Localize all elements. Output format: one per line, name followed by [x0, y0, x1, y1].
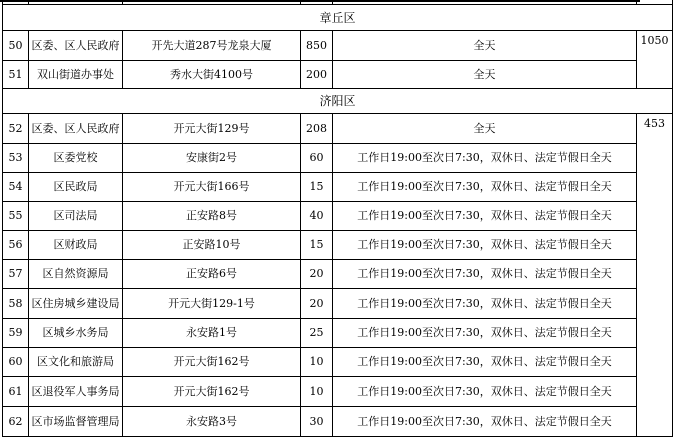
district-header-row: [3, 5, 673, 31]
table-row: [3, 231, 673, 260]
row-number: 50: [3, 31, 29, 61]
address: 开先大道287号龙泉大厦: [123, 31, 301, 61]
row-number: 55: [3, 202, 29, 231]
open-hours: 工作日19:00至次日7:30，双休日、法定节假日全天: [333, 289, 637, 319]
unit-name: 区退役军人事务局: [29, 377, 123, 407]
parking-spaces: 60: [301, 144, 333, 173]
open-hours: 工作日19:00至次日7:30，双休日、法定节假日全天: [333, 202, 637, 231]
row-number: 53: [3, 144, 29, 173]
parking-spaces: 200: [301, 61, 333, 89]
address: 永安路3号: [123, 407, 301, 437]
parking-spaces: 20: [301, 289, 333, 319]
parking-spaces: 20: [301, 260, 333, 289]
open-hours: 工作日19:00至次日7:30，双休日、法定节假日全天: [333, 407, 637, 437]
address: 开元大街162号: [123, 377, 301, 407]
parking-spaces: 10: [301, 348, 333, 377]
district-header-row: [3, 89, 673, 114]
parking-spaces: 208: [301, 114, 333, 144]
unit-name: 区财政局: [29, 231, 123, 260]
address: 秀水大街4100号: [123, 61, 301, 89]
table-row: [3, 173, 673, 202]
open-hours: 工作日19:00至次日7:30，双休日、法定节假日全天: [333, 260, 637, 289]
unit-name: 双山街道办事处: [29, 61, 123, 89]
open-hours: 全天: [333, 114, 637, 144]
table-row: [3, 61, 673, 89]
district-name: 章丘区: [3, 5, 673, 31]
unit-name: 区委、区人民政府: [29, 114, 123, 144]
open-hours: 工作日19:00至次日7:30，双休日、法定节假日全天: [333, 377, 637, 407]
open-hours: 全天: [333, 61, 637, 89]
parking-spaces: 15: [301, 231, 333, 260]
open-hours: 工作日19:00至次日7:30，双休日、法定节假日全天: [333, 144, 637, 173]
table-row: [3, 31, 673, 61]
row-number: 52: [3, 114, 29, 144]
table-row: [3, 289, 673, 319]
table-row: [3, 348, 673, 377]
row-number: 59: [3, 319, 29, 348]
unit-name: 区文化和旅游局: [29, 348, 123, 377]
table-row: [3, 319, 673, 348]
unit-name: 区城乡水务局: [29, 319, 123, 348]
address: 开元大街162号: [123, 348, 301, 377]
table-row: [3, 377, 673, 407]
address: 正安路10号: [123, 231, 301, 260]
open-hours: 工作日19:00至次日7:30，双休日、法定节假日全天: [333, 348, 637, 377]
unit-name: 区委、区人民政府: [29, 31, 123, 61]
unit-name: 区司法局: [29, 202, 123, 231]
district-name: 济阳区: [3, 89, 673, 114]
parking-spaces: 30: [301, 407, 333, 437]
address: 安康街2号: [123, 144, 301, 173]
parking-spaces: 15: [301, 173, 333, 202]
unit-name: 区自然资源局: [29, 260, 123, 289]
unit-name: 区住房城乡建设局: [29, 289, 123, 319]
parking-spaces: 25: [301, 319, 333, 348]
row-number: 62: [3, 407, 29, 437]
open-hours: 工作日19:00至次日7:30，双休日、法定节假日全天: [333, 173, 637, 202]
open-hours: 工作日19:00至次日7:30，双休日、法定节假日全天: [333, 319, 637, 348]
table-row: [3, 144, 673, 173]
address: 正安路6号: [123, 260, 301, 289]
table-row: [3, 260, 673, 289]
row-number: 56: [3, 231, 29, 260]
address: 开元大街166号: [123, 173, 301, 202]
address: 永安路1号: [123, 319, 301, 348]
unit-name: 区民政局: [29, 173, 123, 202]
row-number: 54: [3, 173, 29, 202]
parking-spaces: 10: [301, 377, 333, 407]
parking-spaces: 40: [301, 202, 333, 231]
row-number: 57: [3, 260, 29, 289]
open-hours: 全天: [333, 31, 637, 61]
address: 开元大街129号: [123, 114, 301, 144]
row-number: 61: [3, 377, 29, 407]
table-row: [3, 407, 673, 437]
open-hours: 工作日19:00至次日7:30，双休日、法定节假日全天: [333, 231, 637, 260]
table-row: [3, 202, 673, 231]
address: 正安路8号: [123, 202, 301, 231]
parking-lots-table: [2, 0, 673, 437]
unit-name: 区委党校: [29, 144, 123, 173]
district-total: 453: [637, 114, 673, 437]
address: 开元大街129-1号: [123, 289, 301, 319]
unit-name: 区市场监督管理局: [29, 407, 123, 437]
row-number: 60: [3, 348, 29, 377]
parking-spaces: 850: [301, 31, 333, 61]
district-total: 1050: [637, 31, 673, 89]
table-row: [3, 114, 673, 144]
row-number: 51: [3, 61, 29, 89]
row-number: 58: [3, 289, 29, 319]
